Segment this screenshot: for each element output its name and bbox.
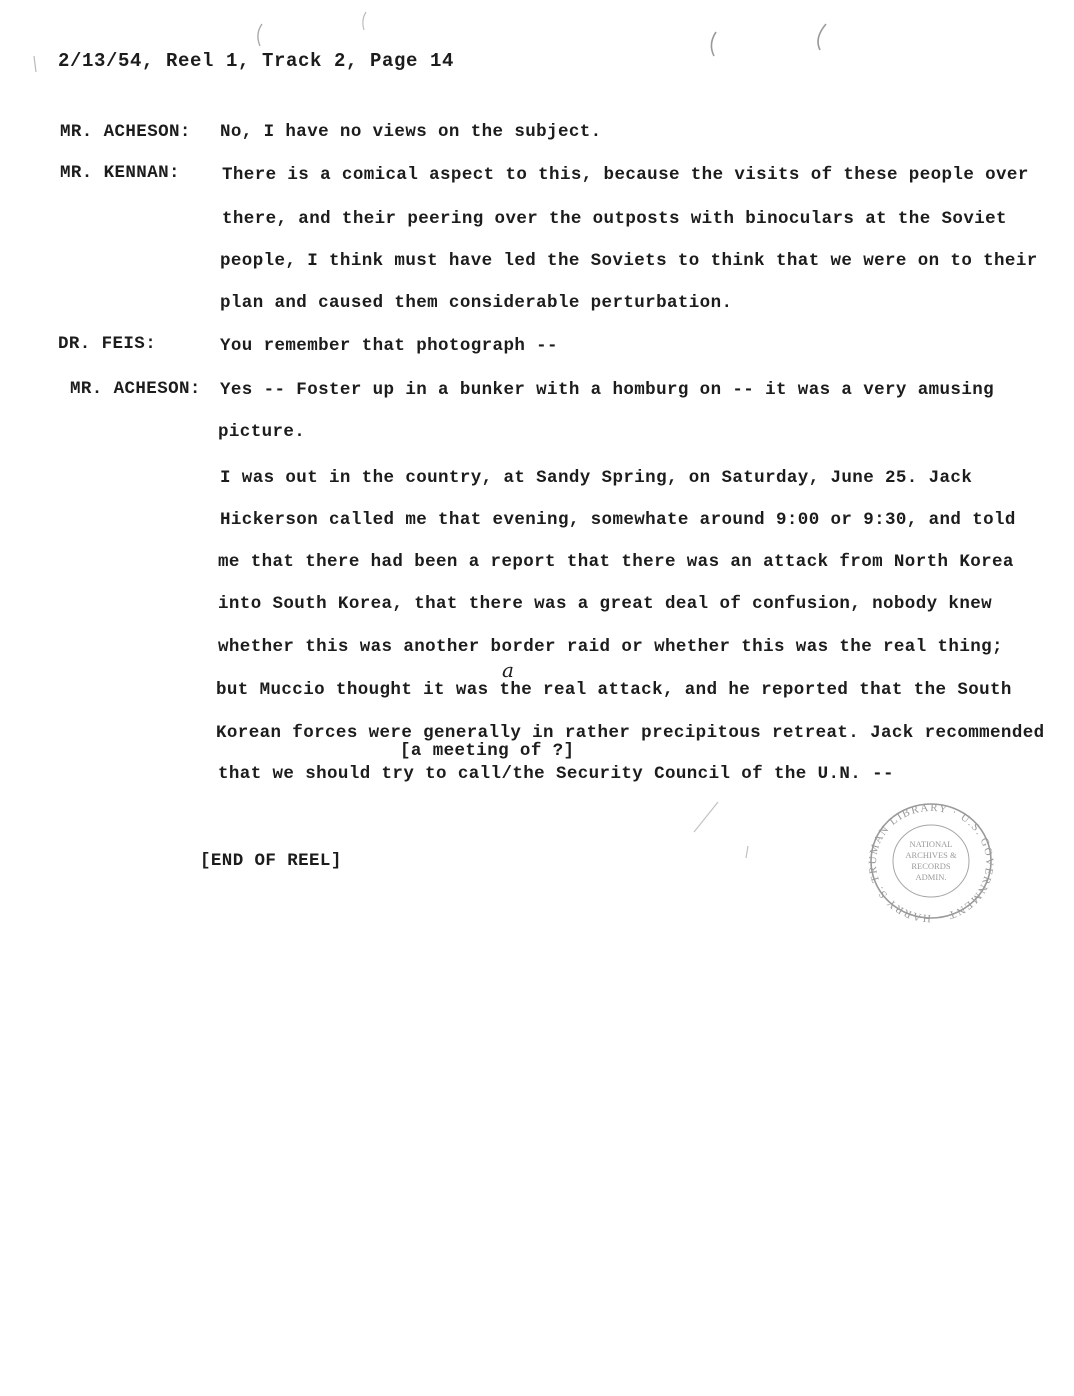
svg-text:ADMIN.: ADMIN. [915, 872, 947, 882]
paragraph-line: I was out in the country, at Sandy Spring, on Saturday, June 25. Jack [220, 468, 973, 488]
paragraph-line: that we should try to call/the Security Council of the U.N. -- [218, 764, 894, 784]
dialogue-line: there, and their peering over the outposts with binoculars at the Soviet [222, 209, 1007, 229]
svg-text:RECORDS: RECORDS [911, 861, 951, 871]
dialogue-line: No, I have no views on the subject. [220, 122, 602, 142]
end-of-reel-marker: [END OF REEL] [200, 851, 342, 871]
speaker-label: MR. KENNAN: [60, 163, 180, 183]
dialogue-line: You remember that photograph -- [220, 336, 558, 356]
paragraph-line: Hickerson called me that evening, somewhate around 9:00 or 9:30, and told [220, 510, 1016, 530]
paragraph-line: Korean forces were generally in rather precipitous retreat. Jack recommended [216, 723, 1045, 743]
paragraph-line: into South Korea, that there was a great deal of confusion, nobody knew [218, 594, 993, 614]
paragraph-line: but Muccio thought it was the real attack, and he reported that the South [216, 680, 1012, 700]
page-header: 2/13/54, Reel 1, Track 2, Page 14 [58, 50, 455, 72]
dialogue-line: Yes -- Foster up in a bunker with a homburg on -- it was a very amusing [220, 380, 995, 400]
speaker-label: MR. ACHESON: [70, 379, 201, 399]
paragraph-line: me that there had been a report that there was an attack from North Korea [218, 552, 1014, 572]
speaker-label: DR. FEIS: [58, 334, 157, 354]
dialogue-line: There is a comical aspect to this, because the visits of these people over [222, 165, 1029, 185]
library-seal-stamp [862, 795, 1000, 925]
svg-text:NATIONAL: NATIONAL [909, 839, 953, 849]
svg-text:HARRY S. TRUMAN LIBRARY · U.S.: HARRY S. TRUMAN LIBRARY · U.S. GOVERNMENT [866, 801, 996, 925]
interlinear-insertion: [a meeting of ?] [400, 741, 575, 761]
speaker-label: MR. ACHESON: [60, 122, 191, 142]
dialogue-line: people, I think must have led the Soviets to think that we were on to their [220, 251, 1038, 271]
svg-text:ARCHIVES &: ARCHIVES & [905, 850, 957, 860]
dialogue-line: picture. [218, 422, 306, 442]
dialogue-line: plan and caused them considerable perturbation. [220, 293, 733, 313]
handwritten-correction: a [502, 658, 515, 682]
paragraph-line: whether this was another border raid or whether this was the real thing; [218, 637, 1003, 657]
